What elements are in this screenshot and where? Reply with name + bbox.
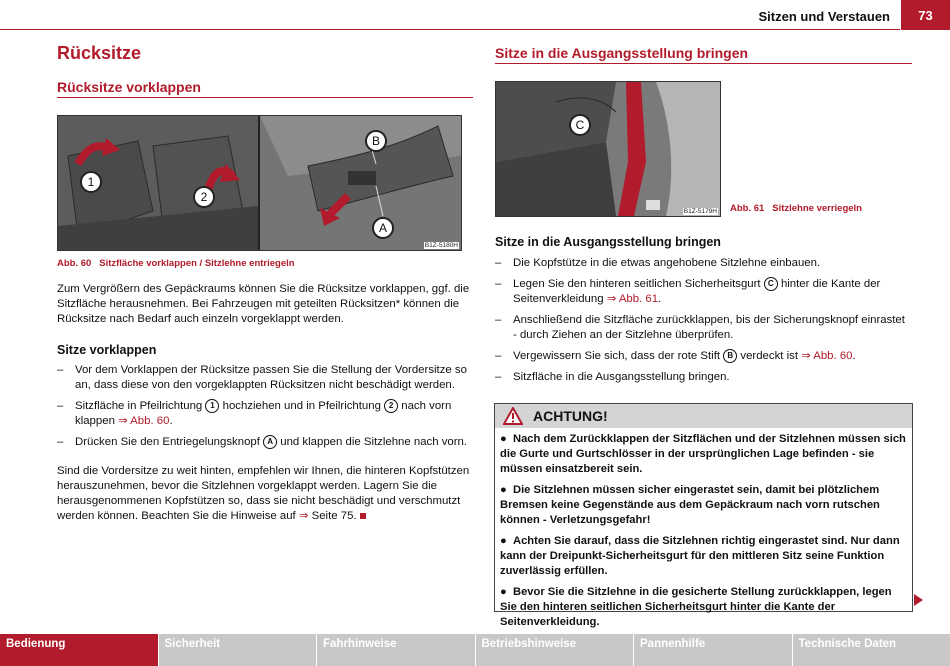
list-item — [495, 313, 911, 343]
figure-link[interactable]: Abb. 60 — [813, 350, 853, 363]
bullet-icon: ● — [500, 586, 513, 598]
figure-61 — [495, 81, 721, 217]
nav-tab-betriebshinweise[interactable]: Betriebshinweise — [476, 634, 634, 666]
list-item: – Sitzfläche in Pfeilrichtung 1 hochziehen und in Pfeilrichtung 2 nach vorn klappen ⇒ Abb. 60. — [57, 399, 472, 429]
warning-text: Nach dem Zurückklappen der Sitzflächen und der Sitzlehnen müssen sich die Gurte und Gurtschlösser in der ursprünglichen Lage befinden - sie müssen einsatzbereit sein. — [500, 433, 906, 475]
ref-marker-2: 2 — [384, 399, 398, 413]
arrow-right-icon: ⇒ — [118, 415, 128, 428]
end-square-icon — [360, 513, 366, 519]
right-section-rule — [495, 63, 912, 64]
chapter-nav — [0, 634, 950, 666]
arrow-right-icon: ⇒ — [298, 510, 309, 522]
figure-60-label-b: B — [365, 130, 387, 152]
warning-title: ACHTUNG! — [533, 408, 608, 424]
list-item — [495, 256, 911, 271]
figure-60-label-2: 2 — [193, 186, 215, 208]
warning-box — [494, 403, 913, 628]
subsection-title: Rücksitze vorklappen — [57, 79, 201, 95]
step-text: hochziehen und in Pfeilrichtung — [222, 400, 381, 413]
figure-60-illustration — [58, 116, 461, 250]
list-item — [57, 363, 472, 393]
intro-paragraph: Zum Vergrößern des Gepäckraums können Sie die Rücksitze vorklappen, ggf. die Sitzfläche herausnehmen. Bei Fahrzeugen mit geteilten Rücksitzen* können die Rücksitze nach Bedarf auch einzeln vorgeklappt werden. — [57, 283, 470, 325]
warning-body — [495, 428, 912, 630]
ref-marker-c: C — [764, 277, 778, 291]
ref-marker-1: 1 — [205, 399, 219, 413]
warning-item — [500, 432, 907, 477]
page-link[interactable]: Seite 75. — [311, 510, 357, 522]
fold-steps-list — [57, 363, 472, 456]
procedure-title: Sitze vorklappen — [57, 343, 157, 357]
warning-header — [495, 404, 912, 428]
ref-marker-b: B — [723, 349, 737, 363]
step-text: Legen Sie den hinteren seitlichen Sicherheitsgurt — [513, 278, 761, 291]
bullet-icon: ● — [500, 484, 513, 496]
continue-arrow-icon — [914, 594, 923, 606]
figure-61-code: B1Z-5179H — [683, 208, 717, 215]
header-rule — [0, 29, 900, 30]
warning-text: Bevor Sie die Sitzlehne in die gesicherte Stellung zurückklappen, legen Sie den hinteren seitlichen Sicherheitsgurt hinter die Kante der Seitenverkleidung. — [500, 586, 892, 628]
step-text: Sitzfläche in Pfeilrichtung — [75, 400, 203, 413]
figure-link[interactable]: Abb. 61 — [618, 293, 659, 306]
step-text: verdeckt ist — [740, 350, 798, 363]
outro-text: Sind die Vordersitze zu weit hinten, empfehlen wir Ihnen, die hinteren Kopfstützen herauszunehmen, bevor die Sitzlehnen vorgeklappt werden. Lagern Sie die herausgenommenen Kopfstützen so, dass sie nicht beschädigt und verschmutzt werden können. Beachten Sie die Hinweise auf — [57, 465, 470, 522]
arrow-right-icon: ⇒ — [606, 293, 617, 306]
figure-60-caption — [57, 258, 295, 269]
subsection-rule — [57, 97, 473, 98]
warning-text: Die Sitzlehnen müssen sicher eingerastet sein, damit bei plötzlichem Bremsen keine Gegenstände aus dem Gepäckraum nach vorn rutschen können - Verletzungsgefahr! — [500, 484, 880, 526]
warning-triangle-icon — [503, 407, 523, 425]
step-text: Drücken Sie den Entriegelungsknopf — [75, 436, 260, 449]
step-text: hinter die Kante der Seitenverkleidung — [513, 278, 881, 306]
figure-61-illustration — [496, 82, 720, 216]
bullet-icon: ● — [500, 433, 513, 445]
step-text: Vor dem Vorklappen der Rücksitze passen Sie die Stellung der Vordersitze so an, dass diese von den vorgeklappten Rücksitzen nicht beschädigt werden. — [75, 364, 467, 391]
warning-item — [500, 483, 907, 528]
list-item: – Vergewissern Sie sich, dass der rote Stift B verdeckt ist ⇒ Abb. 60. — [495, 349, 911, 364]
step-text: Anschließend die Sitzfläche zurückklappen, bis der Sicherungsknopf einrastet - durch Ziehen an der Sitzlehne überprüfen. — [513, 314, 905, 342]
figure-61-label-c: C — [569, 114, 591, 136]
caption-number: Abb. 61 — [730, 203, 765, 214]
section-title: Rücksitze — [57, 43, 142, 63]
step-text: Sitzfläche in die Ausgangsstellung bringen. — [513, 371, 730, 384]
warning-item — [500, 585, 907, 630]
restore-steps-list — [495, 256, 911, 391]
outro-paragraph — [57, 464, 472, 524]
figure-link[interactable]: Abb. 60 — [130, 415, 170, 428]
list-item — [495, 370, 911, 385]
right-section-title: Sitze in die Ausgangsstellung bringen — [495, 45, 749, 61]
figure-60 — [57, 115, 462, 251]
chapter-title: Sitzen und Verstauen — [758, 9, 890, 24]
nav-tab-pannenhilfe[interactable]: Pannenhilfe — [634, 634, 792, 666]
figure-60-label-1: 1 — [80, 171, 102, 193]
ref-marker-a: A — [263, 435, 277, 449]
bullet-icon: ● — [500, 535, 513, 547]
warning-item — [500, 534, 907, 579]
nav-tab-fahrhinweise[interactable]: Fahrhinweise — [317, 634, 475, 666]
right-procedure-title: Sitze in die Ausgangsstellung bringen — [495, 235, 721, 249]
nav-tab-sicherheit[interactable]: Sicherheit — [159, 634, 317, 666]
caption-number: Abb. 60 — [57, 258, 92, 269]
nav-tab-bedienung[interactable]: Bedienung — [0, 634, 158, 666]
step-text: Vergewissern Sie sich, dass der rote Stift — [513, 350, 721, 363]
caption-text: Sitzlehne verriegeln — [772, 203, 862, 214]
figure-60-code: B1Z-5180H — [424, 242, 458, 249]
figure-60-label-a: A — [372, 217, 394, 239]
step-text: nach vorn klappen — [75, 400, 452, 428]
step-text: Die Kopfstütze in die etwas angehobene Sitzlehne einbauen. — [513, 257, 821, 269]
list-item: – Legen Sie den hinteren seitlichen Sicherheitsgurt C hinter die Kante der Seitenverkleidung ⇒ Abb. 61. — [495, 277, 911, 307]
step-text: und klappen die Sitzlehne nach vorn. — [280, 436, 468, 449]
list-item — [57, 435, 472, 450]
arrow-right-icon: ⇒ — [801, 350, 811, 363]
warning-text: Achten Sie darauf, dass die Sitzlehnen richtig eingerastet sind. Nur dann kann der Dreipunkt-Sicherheitsgurt für den mittleren Sitz seine Funktion zuverlässig erfüllen. — [500, 535, 900, 577]
nav-tab-technische-daten[interactable]: Technische Daten — [793, 634, 950, 666]
caption-text: Sitzfläche vorklappen / Sitzlehne entriegeln — [99, 258, 295, 269]
page-number: 73 — [901, 0, 950, 30]
figure-61-caption — [730, 203, 862, 214]
